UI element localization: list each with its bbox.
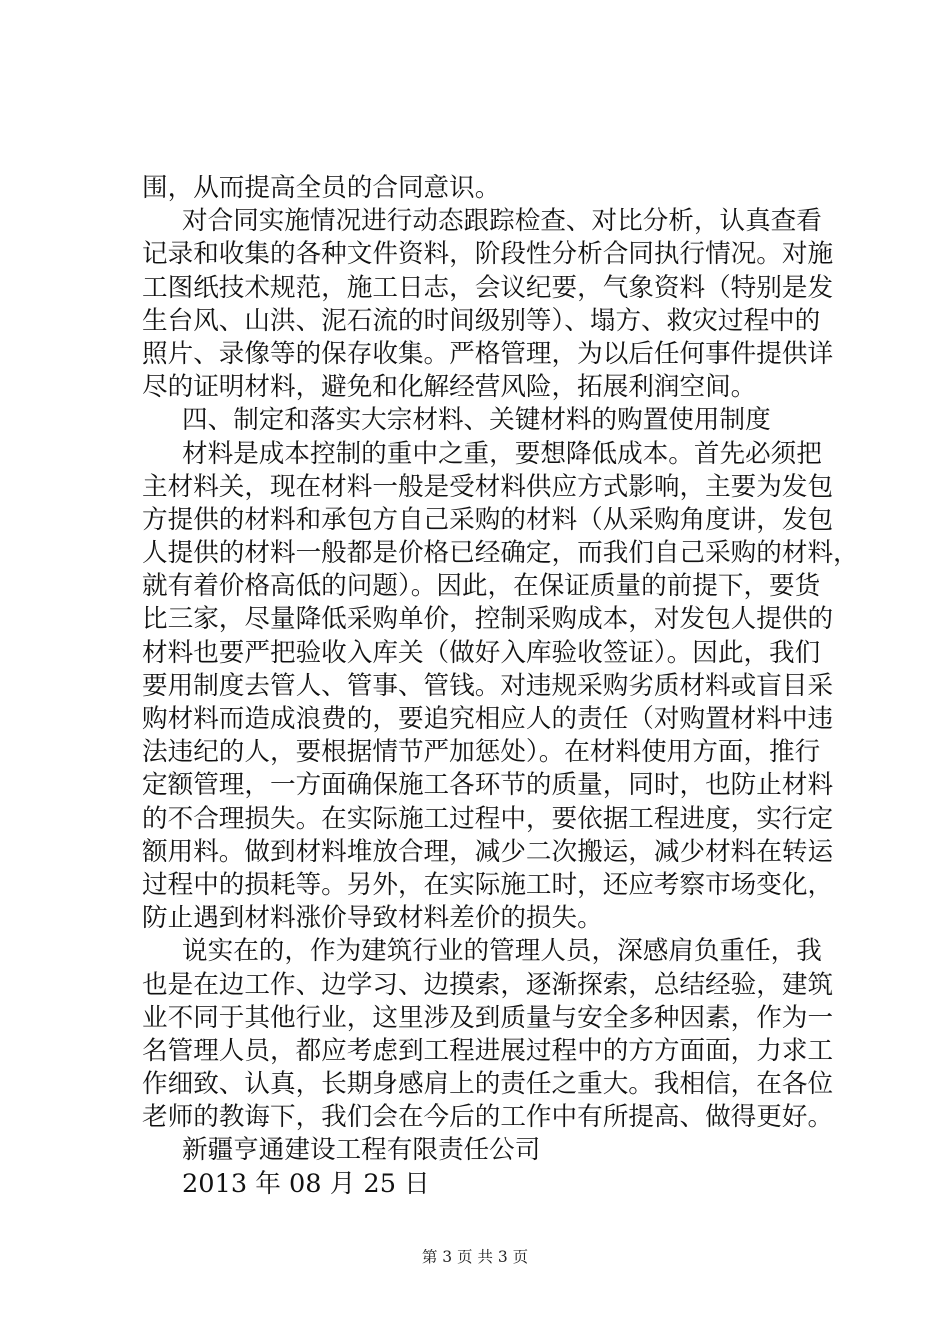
signature-company: 新疆亨通建设工程有限责任公司 — [182, 1135, 541, 1166]
text-line: 法违纪的人，要根据情节严加惩处）。在材料使用方面，推行 — [142, 737, 821, 768]
page-number-footer: 第 3 页 共 3 页 — [421, 1248, 529, 1266]
paragraph-first-line: 说实在的，作为建筑行业的管理人员，深感肩负重任，我 — [182, 936, 822, 967]
paragraph-first-line: 材料是成本控制的重中之重，要想降低成本。首先必须把 — [182, 438, 822, 469]
text-line: 额用料。做到材料堆放合理，减少二次搬运，减少材料在转运 — [142, 836, 834, 867]
text-line: 记录和收集的各种文件资料，阶段性分析合同执行情况。对施 — [142, 239, 834, 270]
document-body — [142, 172, 859, 1201]
text-line: 工图纸技术规范，施工日志，会议纪要，气象资料（特别是发 — [142, 272, 834, 303]
paragraph-first-line: 对合同实施情况进行动态跟踪检查、对比分析，认真查看 — [182, 206, 822, 237]
text-line: 名管理人员，都应考虑到工程进展过程中的方方面面，力求工 — [142, 1035, 834, 1066]
text-line: 就有着价格高低的问题）。因此，在保证质量的前提下，要货 — [142, 571, 821, 602]
text-line: 生台风、山洪、泥石流的时间级别等）、塌方、救灾过程中的 — [142, 305, 821, 336]
text-line: 的不合理损失。在实际施工过程中，要依据工程进度，实行定 — [142, 803, 834, 834]
text-line: 材料也要严把验收入库关（做好入库验收签证）。因此，我们 — [142, 637, 821, 668]
section-heading: 四、制定和落实大宗材料、关键材料的购置使用制度 — [182, 405, 771, 436]
text-line: 方提供的材料和承包方自己采购的材料（从采购角度讲，发包 — [142, 504, 834, 535]
signature-date: 2013 年 08 月 25 日 — [182, 1168, 430, 1199]
text-line: 定额管理，一方面确保施工各环节的质量，同时，也防止材料 — [142, 770, 834, 801]
text-line: 作细致、认真，长期身感肩上的责任之重大。我相信，在各位 — [142, 1069, 834, 1100]
text-line: 也是在边工作、边学习、边摸索，逐渐探索，总结经验，建筑 — [142, 969, 834, 1000]
text-line: 要用制度去管人、管事、管钱。对违规采购劣质材料或盲目采 — [142, 670, 834, 701]
text-line: 过程中的损耗等。另外，在实际施工时，还应考察市场变化， — [142, 869, 834, 900]
text-line: 防止遇到材料涨价导致材料差价的损失。 — [142, 903, 603, 934]
text-line: 尽的证明材料，避免和化解经营风险，拓展利润空间。 — [142, 372, 757, 403]
text-line: 老师的教诲下，我们会在今后的工作中有所提高、做得更好。 — [142, 1102, 834, 1133]
text-line: 照片、录像等的保存收集。严格管理，为以后任何事件提供详 — [142, 338, 834, 369]
text-line: 主材料关，现在材料一般是受材料供应方式影响，主要为发包 — [142, 471, 834, 502]
text-line: 围，从而提高全员的合同意识。 — [142, 173, 501, 203]
text-line: 购材料而造成浪费的，要追究相应人的责任（对购置材料中违 — [142, 704, 834, 734]
text-line: 业不同于其他行业，这里涉及到质量与安全多种因素，作为一 — [142, 1002, 834, 1033]
text-line: 人提供的材料一般都是价格已经确定，而我们自己采购的材料， — [142, 538, 859, 569]
text-line: 比三家，尽量降低采购单价，控制采购成本，对发包人提供的 — [142, 604, 834, 635]
